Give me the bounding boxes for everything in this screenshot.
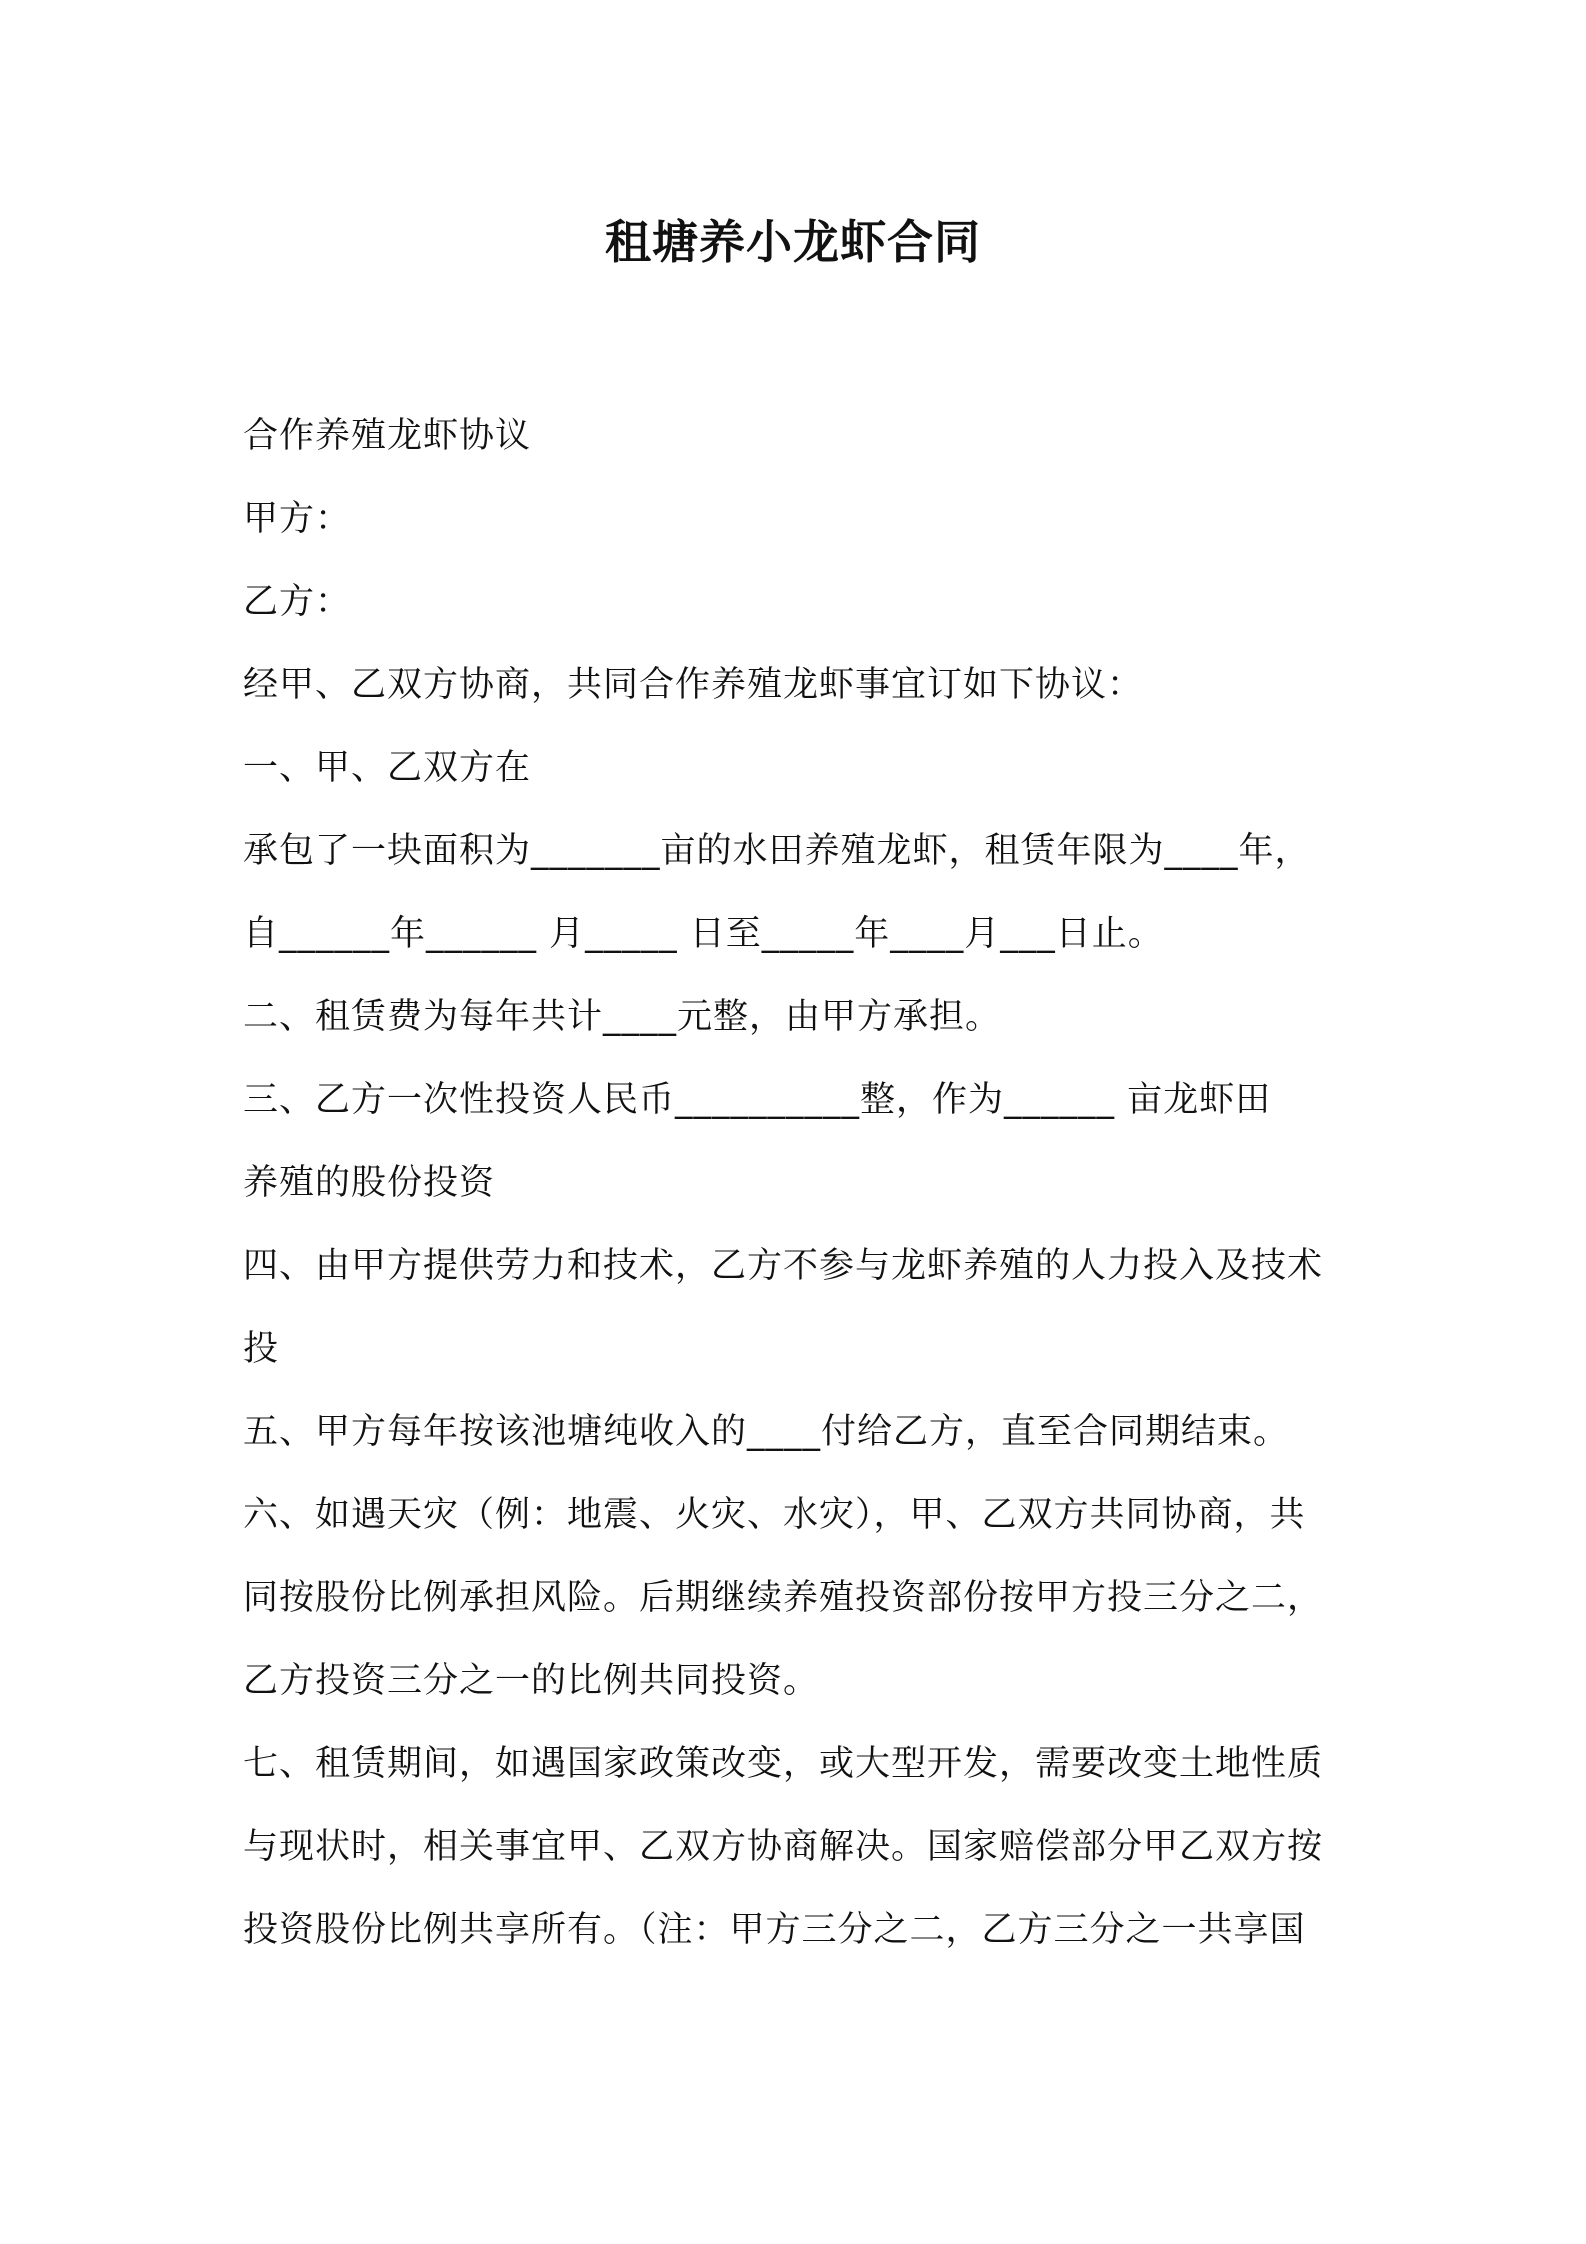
clause-6-line-3: 乙方投资三分之一的比例共同投资。 bbox=[243, 1661, 820, 1701]
document-title: 租塘养小龙虾合同 bbox=[605, 215, 981, 269]
clause-1-line-3: 自______年______ 月_____ 日至_____年____月___日止。 bbox=[243, 914, 1164, 954]
clause-1-line-1: 一、甲、乙双方在 bbox=[243, 748, 532, 788]
line-agreement-name: 合作养殖龙虾协议 bbox=[243, 416, 532, 456]
line-preamble: 经甲、乙双方协商，共同合作养殖龙虾事宜订如下协议： bbox=[243, 665, 1144, 705]
clause-7-line-2: 与现状时，相关事宜甲、乙双方协商解决。国家赔偿部分甲乙双方按 bbox=[243, 1827, 1324, 1867]
clause-3-line-2: 养殖的股份投资 bbox=[243, 1163, 496, 1203]
clause-4-line-2: 投 bbox=[243, 1329, 280, 1369]
line-party-b: 乙方： bbox=[243, 582, 352, 622]
clause-6-line-1: 六、如遇天灾（例：地震、火灾、水灾），甲、乙双方共同协商，共 bbox=[243, 1495, 1306, 1535]
clause-1-line-2: 承包了一块面积为_______亩的水田养殖龙虾，租赁年限为____年， bbox=[243, 831, 1311, 871]
clause-7-line-1: 七、租赁期间，如遇国家政策改变，或大型开发，需要改变土地性质 bbox=[243, 1744, 1324, 1784]
clause-2: 二、租赁费为每年共计____元整，由甲方承担。 bbox=[243, 997, 1002, 1037]
clause-5: 五、甲方每年按该池塘纯收入的____付给乙方，直至合同期结束。 bbox=[243, 1412, 1290, 1452]
clause-3-line-1: 三、乙方一次性投资人民币__________整，作为______ 亩龙虾田 bbox=[243, 1080, 1272, 1120]
clause-7-line-3: 投资股份比例共享所有。（注：甲方三分之二，乙方三分之一共享国 bbox=[243, 1910, 1306, 1950]
line-party-a: 甲方： bbox=[243, 499, 352, 539]
clause-6-line-2: 同按股份比例承担风险。后期继续养殖投资部份按甲方投三分之二， bbox=[243, 1578, 1324, 1618]
clause-4-line-1: 四、由甲方提供劳力和技术，乙方不参与龙虾养殖的人力投入及技术 bbox=[243, 1246, 1324, 1286]
